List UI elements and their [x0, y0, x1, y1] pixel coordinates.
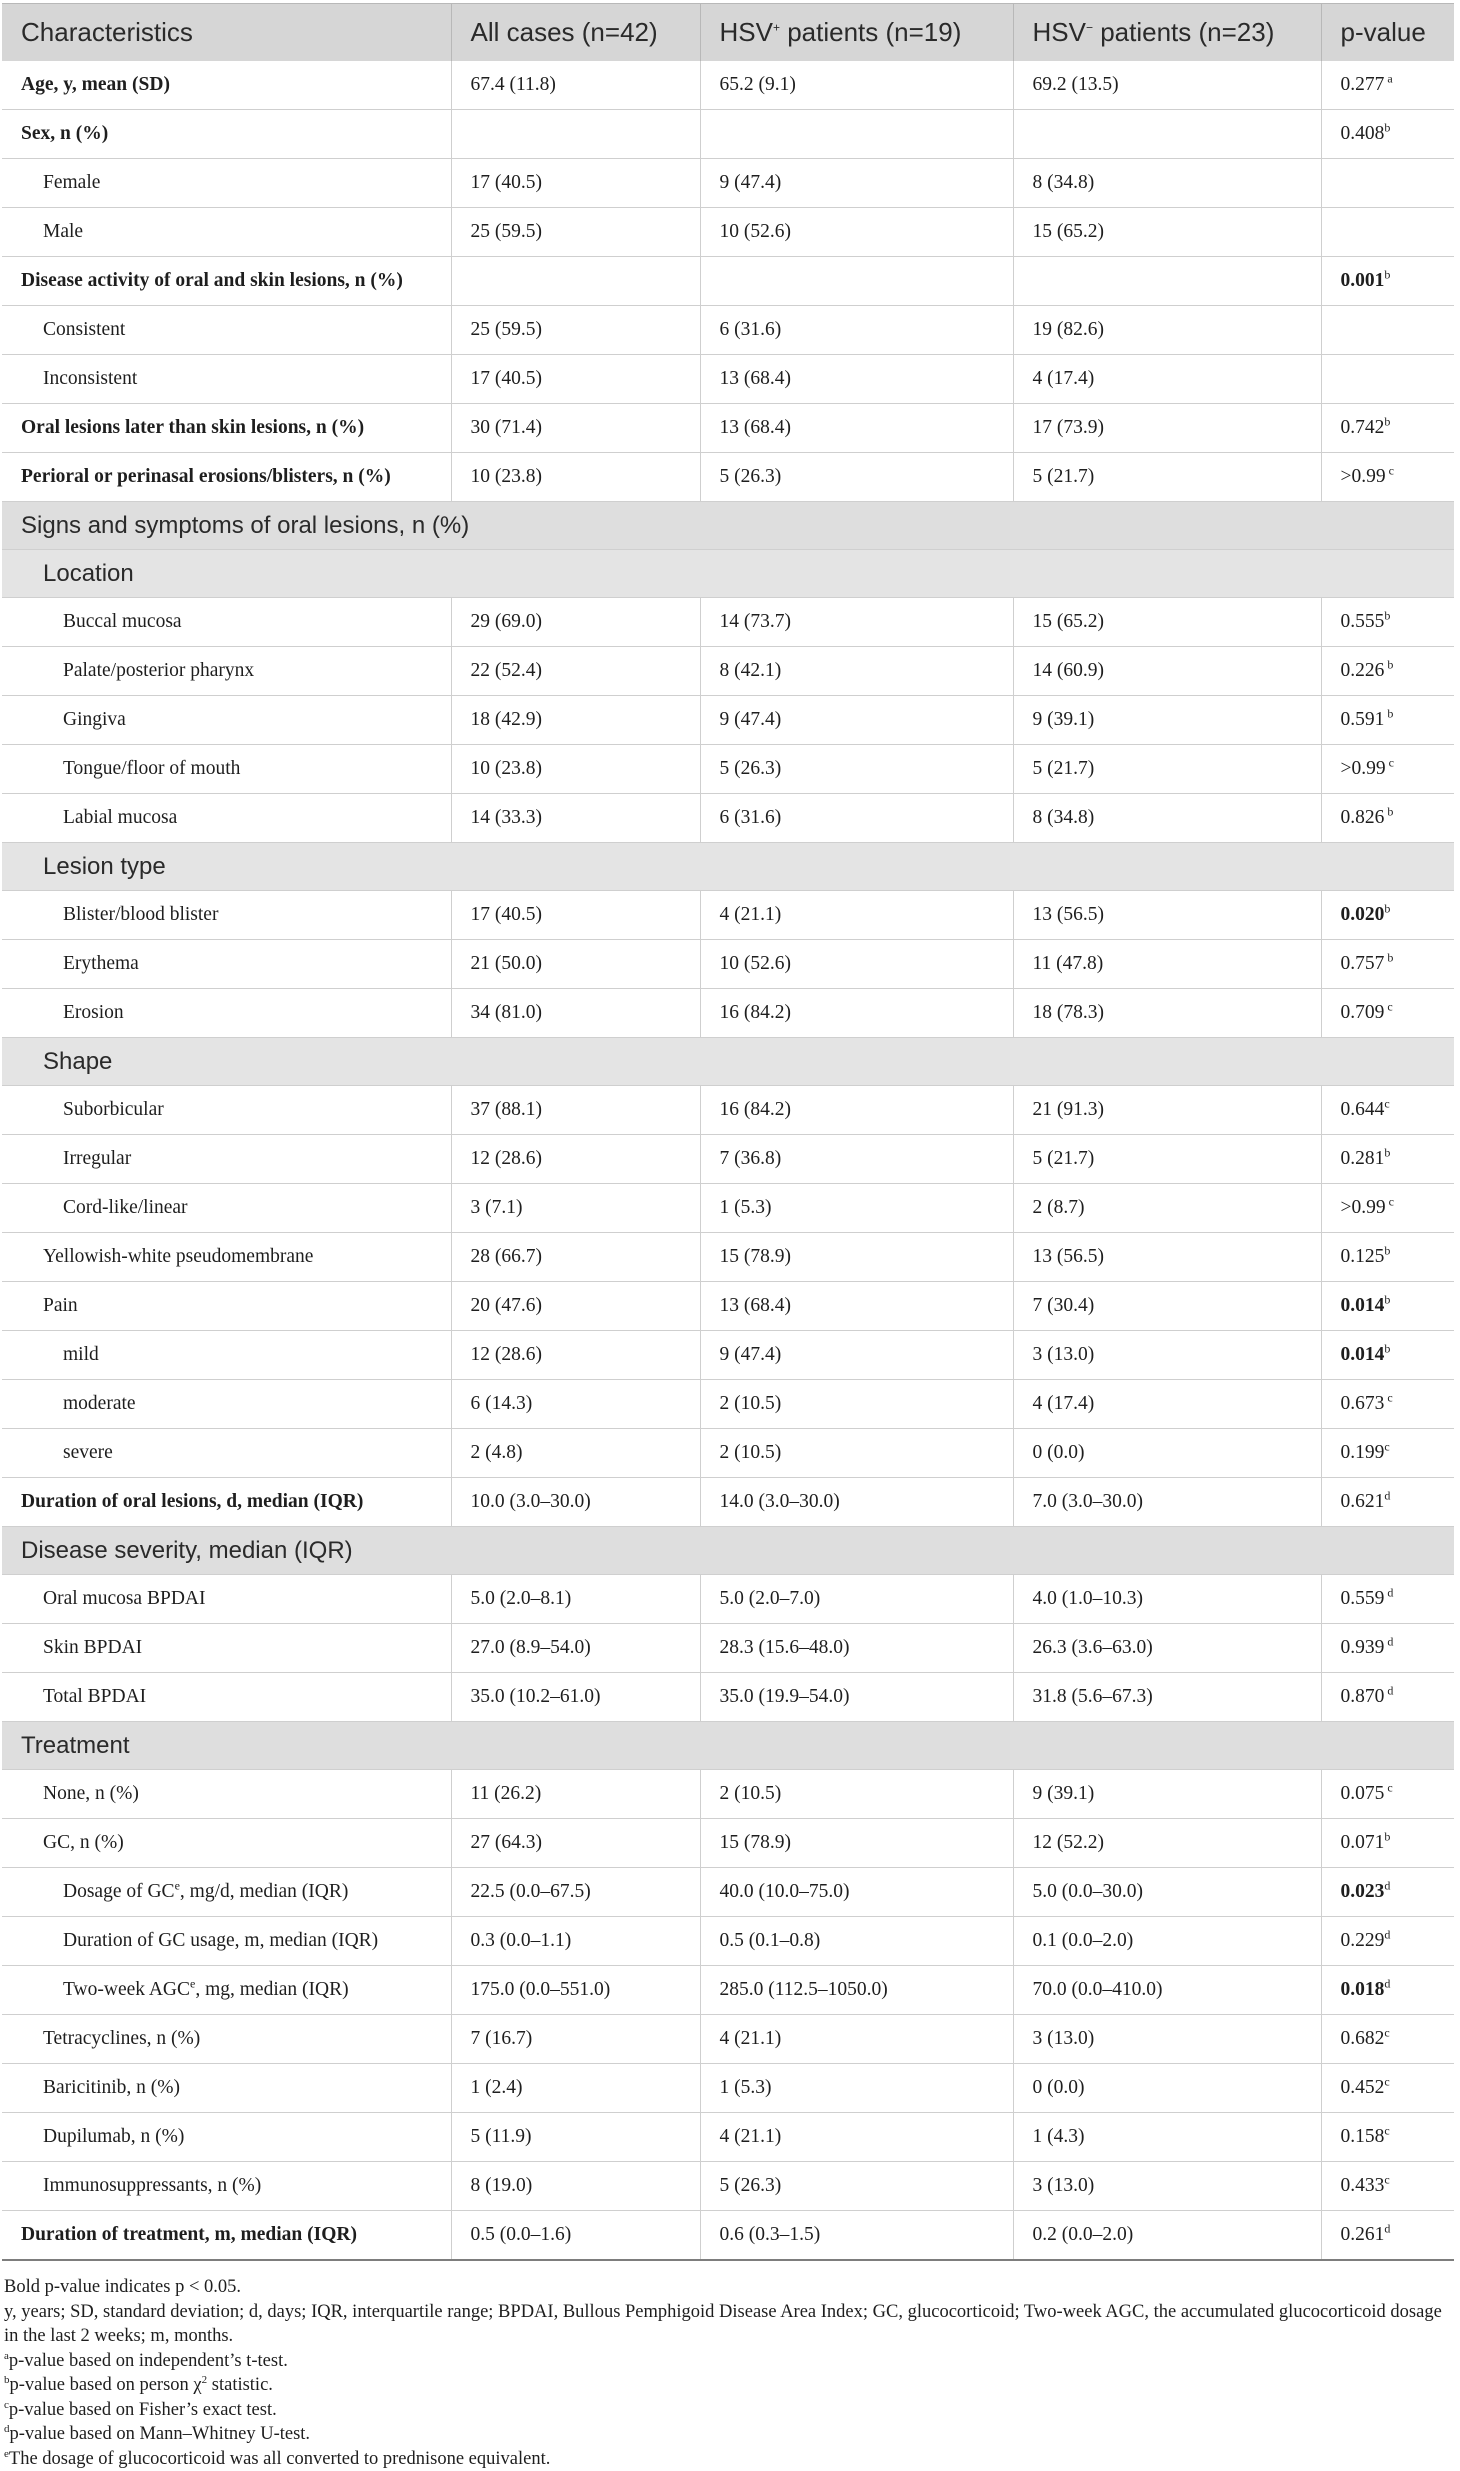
hsv-positive-cell: 4 (21.1)	[700, 2015, 1013, 2064]
hsv-positive-cell: 4 (21.1)	[700, 2113, 1013, 2162]
hsv-negative-cell: 7 (30.4)	[1013, 1282, 1321, 1331]
header-hsv-positive: HSV+ patients (n=19)	[700, 4, 1013, 62]
row-label: Suborbicular	[2, 1086, 451, 1135]
table-row	[2, 1868, 1454, 1917]
all-cases-cell: 28 (66.7)	[451, 1233, 700, 1282]
row-label: Palate/posterior pharynx	[2, 647, 451, 696]
p-value-cell	[1321, 159, 1454, 208]
row-label: Cord-like/linear	[2, 1184, 451, 1233]
subsection-header-row	[2, 1038, 1454, 1086]
row-label: Age, y, mean (SD)	[2, 61, 451, 110]
table-row	[2, 110, 1454, 159]
hsv-positive-cell: 6 (31.6)	[700, 794, 1013, 843]
table-row	[2, 1917, 1454, 1966]
hsv-negative-cell	[1013, 257, 1321, 306]
hsv-negative-cell: 7.0 (3.0–30.0)	[1013, 1478, 1321, 1527]
header-p-value: p-value	[1321, 4, 1454, 62]
subsection-label: Lesion type	[2, 843, 1454, 891]
table-row	[2, 1331, 1454, 1380]
hsv-negative-cell: 12 (52.2)	[1013, 1819, 1321, 1868]
section-label: Treatment	[2, 1722, 1454, 1770]
row-label: Buccal mucosa	[2, 598, 451, 647]
hsv-positive-cell	[700, 110, 1013, 159]
all-cases-cell: 5 (11.9)	[451, 2113, 700, 2162]
p-value-cell: 0.433$^c$	[1321, 2162, 1454, 2211]
table-row	[2, 61, 1454, 110]
p-value-cell: 0.826 $^b$	[1321, 794, 1454, 843]
header-characteristics: Characteristics	[2, 4, 451, 62]
hsv-positive-cell: 9 (47.4)	[700, 1331, 1013, 1380]
table-row	[2, 1624, 1454, 1673]
p-value-cell: 0.014$^b$	[1321, 1331, 1454, 1380]
p-value-cell: 0.621$^d$	[1321, 1478, 1454, 1527]
table-row	[2, 745, 1454, 794]
hsv-negative-cell: 18 (78.3)	[1013, 989, 1321, 1038]
row-label: Disease activity of oral and skin lesions, n (%)	[2, 257, 451, 306]
hsv-positive-cell: 5 (26.3)	[700, 745, 1013, 794]
hsv-positive-cell: 13 (68.4)	[700, 404, 1013, 453]
characteristics-table	[2, 3, 1454, 2261]
all-cases-cell: 10 (23.8)	[451, 745, 700, 794]
hsv-negative-cell: 26.3 (3.6–63.0)	[1013, 1624, 1321, 1673]
table-row	[2, 257, 1454, 306]
all-cases-cell: 0.3 (0.0–1.1)	[451, 1917, 700, 1966]
hsv-negative-cell: 2 (8.7)	[1013, 1184, 1321, 1233]
p-value-cell: 0.018$^d$	[1321, 1966, 1454, 2015]
hsv-positive-cell: 1 (5.3)	[700, 2064, 1013, 2113]
all-cases-cell: 7 (16.7)	[451, 2015, 700, 2064]
footnote: $^c$p-value based on Fisher’s exact test.	[4, 2398, 1454, 2423]
table-row	[2, 2162, 1454, 2211]
all-cases-cell: 21 (50.0)	[451, 940, 700, 989]
table-row	[2, 306, 1454, 355]
row-label: Oral lesions later than skin lesions, n (%)	[2, 404, 451, 453]
p-value-cell: >0.99 $^c$	[1321, 453, 1454, 502]
all-cases-cell: 30 (71.4)	[451, 404, 700, 453]
hsv-positive-cell: 14.0 (3.0–30.0)	[700, 1478, 1013, 1527]
p-value-cell: 0.644$^c$	[1321, 1086, 1454, 1135]
all-cases-cell: 27 (64.3)	[451, 1819, 700, 1868]
row-label: Female	[2, 159, 451, 208]
subsection-header-row	[2, 843, 1454, 891]
row-label: Male	[2, 208, 451, 257]
table-footnotes	[2, 2275, 1454, 2471]
table-row	[2, 1819, 1454, 1868]
hsv-positive-cell: 5.0 (2.0–7.0)	[700, 1575, 1013, 1624]
hsv-negative-cell: 3 (13.0)	[1013, 1331, 1321, 1380]
hsv-negative-cell: 14 (60.9)	[1013, 647, 1321, 696]
table-row	[2, 1380, 1454, 1429]
row-label: None, n (%)	[2, 1770, 451, 1819]
p-value-cell: 0.408$^b$	[1321, 110, 1454, 159]
hsv-negative-cell: 11 (47.8)	[1013, 940, 1321, 989]
hsv-negative-cell: 4 (17.4)	[1013, 1380, 1321, 1429]
row-label: Oral mucosa BPDAI	[2, 1575, 451, 1624]
hsv-negative-cell: 8 (34.8)	[1013, 794, 1321, 843]
hsv-negative-cell: 0.2 (0.0–2.0)	[1013, 2211, 1321, 2261]
hsv-positive-cell: 285.0 (112.5–1050.0)	[700, 1966, 1013, 2015]
hsv-positive-cell: 15 (78.9)	[700, 1233, 1013, 1282]
hsv-positive-cell	[700, 257, 1013, 306]
hsv-negative-cell: 4 (17.4)	[1013, 355, 1321, 404]
all-cases-cell: 34 (81.0)	[451, 989, 700, 1038]
row-label: Tongue/floor of mouth	[2, 745, 451, 794]
table-body	[2, 61, 1454, 2260]
table-row	[2, 696, 1454, 745]
hsv-negative-cell	[1013, 110, 1321, 159]
hsv-negative-cell: 19 (82.6)	[1013, 306, 1321, 355]
p-value-cell: 0.673 $^c$	[1321, 1380, 1454, 1429]
table-row	[2, 404, 1454, 453]
section-label: Signs and symptoms of oral lesions, n (%)	[2, 502, 1454, 550]
hsv-negative-cell: 5 (21.7)	[1013, 453, 1321, 502]
hsv-negative-cell: 21 (91.3)	[1013, 1086, 1321, 1135]
row-label: moderate	[2, 1380, 451, 1429]
p-value-cell: 0.742$^b$	[1321, 404, 1454, 453]
hsv-positive-cell: 2 (10.5)	[700, 1770, 1013, 1819]
p-value-cell: 0.591 $^b$	[1321, 696, 1454, 745]
p-value-cell: 0.014$^b$	[1321, 1282, 1454, 1331]
hsv-negative-cell: 9 (39.1)	[1013, 696, 1321, 745]
all-cases-cell: 3 (7.1)	[451, 1184, 700, 1233]
section-label: Disease severity, median (IQR)	[2, 1527, 1454, 1575]
row-label: Baricitinib, n (%)	[2, 2064, 451, 2113]
table-row	[2, 2211, 1454, 2261]
row-label: Gingiva	[2, 696, 451, 745]
footnote: $^d$p-value based on Mann–Whitney U-test.	[4, 2422, 1454, 2447]
section-header-row	[2, 1722, 1454, 1770]
row-label: severe	[2, 1429, 451, 1478]
p-value-cell: 0.277 $^a$	[1321, 61, 1454, 110]
all-cases-cell: 20 (47.6)	[451, 1282, 700, 1331]
p-value-cell: 0.261$^d$	[1321, 2211, 1454, 2261]
p-value-cell: 0.870 $^d$	[1321, 1673, 1454, 1722]
table-row	[2, 1429, 1454, 1478]
p-value-cell	[1321, 208, 1454, 257]
row-label: Labial mucosa	[2, 794, 451, 843]
table-row	[2, 647, 1454, 696]
hsv-negative-cell: 1 (4.3)	[1013, 2113, 1321, 2162]
table-row	[2, 1086, 1454, 1135]
all-cases-cell: 11 (26.2)	[451, 1770, 700, 1819]
p-value-cell: 0.199$^c$	[1321, 1429, 1454, 1478]
all-cases-cell: 2 (4.8)	[451, 1429, 700, 1478]
all-cases-cell: 27.0 (8.9–54.0)	[451, 1624, 700, 1673]
row-label: Sex, n (%)	[2, 110, 451, 159]
hsv-negative-cell: 13 (56.5)	[1013, 1233, 1321, 1282]
p-value-cell: 0.555$^b$	[1321, 598, 1454, 647]
all-cases-cell: 17 (40.5)	[451, 159, 700, 208]
hsv-negative-cell: 4.0 (1.0–10.3)	[1013, 1575, 1321, 1624]
hsv-negative-cell: 9 (39.1)	[1013, 1770, 1321, 1819]
p-value-cell: 0.682$^c$	[1321, 2015, 1454, 2064]
hsv-negative-cell: 5.0 (0.0–30.0)	[1013, 1868, 1321, 1917]
p-value-cell: 0.559 $^d$	[1321, 1575, 1454, 1624]
table-row	[2, 794, 1454, 843]
hsv-negative-cell: 5 (21.7)	[1013, 1135, 1321, 1184]
hsv-negative-cell: 17 (73.9)	[1013, 404, 1321, 453]
hsv-positive-cell: 0.5 (0.1–0.8)	[700, 1917, 1013, 1966]
row-label: Erosion	[2, 989, 451, 1038]
p-value-cell: 0.125$^b$	[1321, 1233, 1454, 1282]
footnote: $^e$The dosage of glucocorticoid was all converted to prednisone equivalent.	[4, 2447, 1454, 2471]
all-cases-cell: 6 (14.3)	[451, 1380, 700, 1429]
row-label: Duration of GC usage, m, median (IQR)	[2, 1917, 451, 1966]
hsv-positive-cell: 10 (52.6)	[700, 208, 1013, 257]
hsv-positive-cell: 16 (84.2)	[700, 1086, 1013, 1135]
hsv-positive-cell: 1 (5.3)	[700, 1184, 1013, 1233]
all-cases-cell: 18 (42.9)	[451, 696, 700, 745]
all-cases-cell: 22 (52.4)	[451, 647, 700, 696]
hsv-positive-cell: 9 (47.4)	[700, 159, 1013, 208]
all-cases-cell: 5.0 (2.0–8.1)	[451, 1575, 700, 1624]
hsv-positive-cell: 28.3 (15.6–48.0)	[700, 1624, 1013, 1673]
all-cases-cell: 8 (19.0)	[451, 2162, 700, 2211]
table-row	[2, 989, 1454, 1038]
p-value-cell: >0.99 $^c$	[1321, 745, 1454, 794]
section-header-row	[2, 502, 1454, 550]
p-value-cell	[1321, 306, 1454, 355]
hsv-positive-cell: 10 (52.6)	[700, 940, 1013, 989]
footnote: Bold p-value indicates p < 0.05.	[4, 2275, 1454, 2300]
p-value-cell: 0.229$^d$	[1321, 1917, 1454, 1966]
hsv-positive-cell: 14 (73.7)	[700, 598, 1013, 647]
hsv-positive-cell: 2 (10.5)	[700, 1429, 1013, 1478]
hsv-negative-cell: 0.1 (0.0–2.0)	[1013, 1917, 1321, 1966]
p-value-cell: 0.757 $^b$	[1321, 940, 1454, 989]
row-label: Skin BPDAI	[2, 1624, 451, 1673]
table-row	[2, 1282, 1454, 1331]
hsv-positive-cell: 40.0 (10.0–75.0)	[700, 1868, 1013, 1917]
row-label: Duration of treatment, m, median (IQR)	[2, 2211, 451, 2261]
row-label: Perioral or perinasal erosions/blisters, n (%)	[2, 453, 451, 502]
p-value-cell: 0.226 $^b$	[1321, 647, 1454, 696]
all-cases-cell: 67.4 (11.8)	[451, 61, 700, 110]
hsv-positive-cell: 7 (36.8)	[700, 1135, 1013, 1184]
p-value-cell: 0.158$^c$	[1321, 2113, 1454, 2162]
hsv-positive-cell: 0.6 (0.3–1.5)	[700, 2211, 1013, 2261]
hsv-negative-cell: 31.8 (5.6–67.3)	[1013, 1673, 1321, 1722]
row-label: Pain	[2, 1282, 451, 1331]
table-row	[2, 2015, 1454, 2064]
p-value-cell: 0.001$^b$	[1321, 257, 1454, 306]
hsv-positive-cell: 65.2 (9.1)	[700, 61, 1013, 110]
hsv-negative-cell: 69.2 (13.5)	[1013, 61, 1321, 110]
p-value-cell: >0.99 $^c$	[1321, 1184, 1454, 1233]
all-cases-cell: 25 (59.5)	[451, 306, 700, 355]
row-label: Duration of oral lesions, d, median (IQR)	[2, 1478, 451, 1527]
footnote: $^b$p-value based on person $\chi^2$ statistic.	[4, 2373, 1454, 2398]
row-label: Inconsistent	[2, 355, 451, 404]
hsv-negative-cell: 0 (0.0)	[1013, 1429, 1321, 1478]
all-cases-cell: 37 (88.1)	[451, 1086, 700, 1135]
row-label: Two-week AGC$^e$, mg, median (IQR)	[2, 1966, 451, 2015]
table-container	[2, 3, 1454, 2471]
hsv-positive-cell: 5 (26.3)	[700, 453, 1013, 502]
row-label: Dupilumab, n (%)	[2, 2113, 451, 2162]
p-value-cell: 0.939 $^d$	[1321, 1624, 1454, 1673]
row-label: Erythema	[2, 940, 451, 989]
all-cases-cell: 29 (69.0)	[451, 598, 700, 647]
row-label: Total BPDAI	[2, 1673, 451, 1722]
footnote: y, years; SD, standard deviation; d, days; IQR, interquartile range; BPDAI, Bullous Pemphigoid Disease Area Index; GC, glucocorticoid; Two-week AGC, the accumulated glucocorticoid dosage in the last 2 weeks; m, months.	[4, 2300, 1454, 2349]
p-value-cell: 0.281$^b$	[1321, 1135, 1454, 1184]
table-row	[2, 1233, 1454, 1282]
table-row	[2, 1966, 1454, 2015]
hsv-positive-cell: 13 (68.4)	[700, 355, 1013, 404]
table-row	[2, 2113, 1454, 2162]
footnote: $^a$p-value based on independent’s t-test.	[4, 2349, 1454, 2374]
all-cases-cell: 175.0 (0.0–551.0)	[451, 1966, 700, 2015]
hsv-positive-cell: 4 (21.1)	[700, 891, 1013, 940]
table-row	[2, 1770, 1454, 1819]
all-cases-cell	[451, 257, 700, 306]
hsv-negative-cell: 5 (21.7)	[1013, 745, 1321, 794]
hsv-negative-cell: 8 (34.8)	[1013, 159, 1321, 208]
all-cases-cell: 25 (59.5)	[451, 208, 700, 257]
all-cases-cell: 12 (28.6)	[451, 1331, 700, 1380]
all-cases-cell: 17 (40.5)	[451, 891, 700, 940]
all-cases-cell: 10.0 (3.0–30.0)	[451, 1478, 700, 1527]
hsv-positive-cell: 15 (78.9)	[700, 1819, 1013, 1868]
p-value-cell: 0.709 $^c$	[1321, 989, 1454, 1038]
hsv-positive-cell: 16 (84.2)	[700, 989, 1013, 1038]
row-label: Immunosuppressants, n (%)	[2, 2162, 451, 2211]
table-row	[2, 159, 1454, 208]
header-hsv-negative: HSV− patients (n=23)	[1013, 4, 1321, 62]
all-cases-cell: 14 (33.3)	[451, 794, 700, 843]
hsv-negative-cell: 3 (13.0)	[1013, 2162, 1321, 2211]
table-row	[2, 1135, 1454, 1184]
hsv-negative-cell: 0 (0.0)	[1013, 2064, 1321, 2113]
table-row	[2, 1184, 1454, 1233]
p-value-cell: 0.452$^c$	[1321, 2064, 1454, 2113]
all-cases-cell: 1 (2.4)	[451, 2064, 700, 2113]
table-row	[2, 208, 1454, 257]
p-value-cell: 0.071$^b$	[1321, 1819, 1454, 1868]
hsv-positive-cell: 35.0 (19.9–54.0)	[700, 1673, 1013, 1722]
row-label: Consistent	[2, 306, 451, 355]
row-label: Blister/blood blister	[2, 891, 451, 940]
row-label: Tetracyclines, n (%)	[2, 2015, 451, 2064]
p-value-cell	[1321, 355, 1454, 404]
hsv-positive-cell: 6 (31.6)	[700, 306, 1013, 355]
hsv-negative-cell: 3 (13.0)	[1013, 2015, 1321, 2064]
hsv-positive-cell: 9 (47.4)	[700, 696, 1013, 745]
subsection-label: Location	[2, 550, 1454, 598]
all-cases-cell: 17 (40.5)	[451, 355, 700, 404]
hsv-positive-cell: 8 (42.1)	[700, 647, 1013, 696]
p-value-cell: 0.075 $^c$	[1321, 1770, 1454, 1819]
row-label: Irregular	[2, 1135, 451, 1184]
p-value-cell: 0.023$^d$	[1321, 1868, 1454, 1917]
header-all-cases: All cases (n=42)	[451, 4, 700, 62]
all-cases-cell	[451, 110, 700, 159]
subsection-label: Shape	[2, 1038, 1454, 1086]
hsv-negative-cell: 70.0 (0.0–410.0)	[1013, 1966, 1321, 2015]
all-cases-cell: 12 (28.6)	[451, 1135, 700, 1184]
table-row	[2, 453, 1454, 502]
table-row	[2, 1575, 1454, 1624]
table-row	[2, 1673, 1454, 1722]
row-label: Dosage of $GC^e$, mg/d, median (IQR)	[2, 1868, 451, 1917]
table-row	[2, 598, 1454, 647]
table-row	[2, 2064, 1454, 2113]
row-label: Yellowish-white pseudomembrane	[2, 1233, 451, 1282]
hsv-negative-cell: 15 (65.2)	[1013, 598, 1321, 647]
all-cases-cell: 22.5 (0.0–67.5)	[451, 1868, 700, 1917]
section-header-row	[2, 1527, 1454, 1575]
all-cases-cell: 35.0 (10.2–61.0)	[451, 1673, 700, 1722]
row-label: mild	[2, 1331, 451, 1380]
table-row	[2, 940, 1454, 989]
all-cases-cell: 0.5 (0.0–1.6)	[451, 2211, 700, 2261]
hsv-negative-cell: 13 (56.5)	[1013, 891, 1321, 940]
p-value-cell: 0.020$^b$	[1321, 891, 1454, 940]
table-header-row	[2, 4, 1454, 62]
table-row	[2, 891, 1454, 940]
table-row	[2, 1478, 1454, 1527]
all-cases-cell: 10 (23.8)	[451, 453, 700, 502]
hsv-positive-cell: 2 (10.5)	[700, 1380, 1013, 1429]
hsv-positive-cell: 13 (68.4)	[700, 1282, 1013, 1331]
hsv-negative-cell: 15 (65.2)	[1013, 208, 1321, 257]
subsection-header-row	[2, 550, 1454, 598]
table-row	[2, 355, 1454, 404]
hsv-positive-cell: 5 (26.3)	[700, 2162, 1013, 2211]
row-label: GC, n (%)	[2, 1819, 451, 1868]
